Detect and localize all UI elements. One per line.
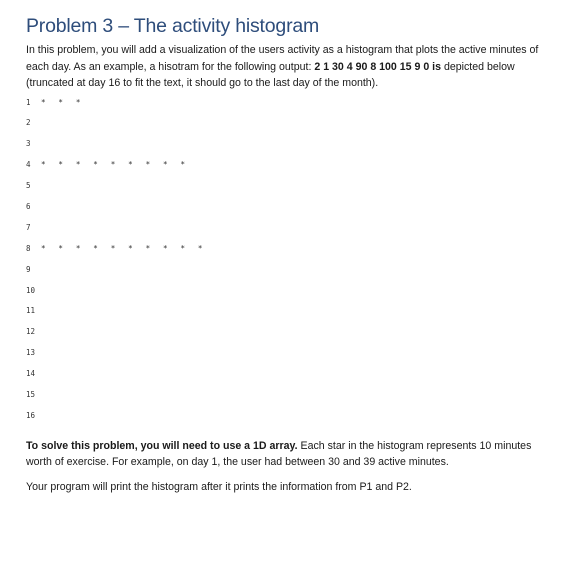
intro-paragraph [26,42,546,92]
histogram-day-label: 1 [26,97,31,107]
histogram-day-label: 12 [26,327,36,337]
histogram-row [26,348,546,369]
histogram-row [26,223,546,244]
histogram-day-label: 6 [26,201,31,211]
page-title: Problem 3 – The activity histogram [26,15,320,37]
histogram-day-label: 2 [26,118,31,128]
histogram-row [26,390,546,411]
sample-output: 2 1 30 4 90 8 100 15 9 0 [314,60,430,73]
histogram-row [26,306,546,327]
histogram-row [26,202,546,223]
histogram-row [26,411,546,432]
intro-text-end: depicted below (truncated at day 16 to fit the text, it should go to the last day of the month). [26,60,515,89]
final-paragraph: Your program will print the histogram after it prints the information from P1 and P2. [26,480,412,493]
histogram-day-label: 4 [26,160,31,170]
solve-paragraph [26,438,546,471]
histogram-row [26,98,546,119]
histogram-day-label: 5 [26,181,31,191]
histogram-row [26,327,546,348]
intro-text-after-bold: is [429,60,442,73]
histogram-row [26,118,546,139]
histogram-row [26,265,546,286]
histogram-row [26,160,546,181]
histogram [26,98,546,432]
histogram-day-label: 10 [26,285,36,295]
histogram-stars: * * * [41,97,85,107]
histogram-day-label: 9 [26,264,31,274]
histogram-day-label: 13 [26,348,36,358]
histogram-row [26,369,546,390]
histogram-day-label: 11 [26,306,36,316]
histogram-day-label: 7 [26,222,31,232]
histogram-row [26,286,546,307]
histogram-day-label: 3 [26,139,31,149]
histogram-day-label: 15 [26,389,36,399]
histogram-row [26,181,546,202]
histogram-row [26,244,546,265]
intro-text: In this problem, you will add a visualization of the users activity as a histogram that plots the active minutes of each day. As an example, a hisotram for the following output: [26,44,539,73]
histogram-day-label: 14 [26,369,36,379]
histogram-day-label: 8 [26,243,31,253]
solve-text: Each star in the histogram represents 10 minutes worth of exercise. For example, on day 1, the user had between 30 and 39 active minutes. [26,439,532,469]
solve-bold-text: To solve this problem, you will need to use a 1D array. [26,439,298,452]
document-page [26,14,546,495]
histogram-stars: * * * * * * * * * * [41,243,207,253]
histogram-stars: * * * * * * * * * [41,160,190,170]
histogram-row [26,139,546,160]
histogram-day-label: 16 [26,410,36,420]
